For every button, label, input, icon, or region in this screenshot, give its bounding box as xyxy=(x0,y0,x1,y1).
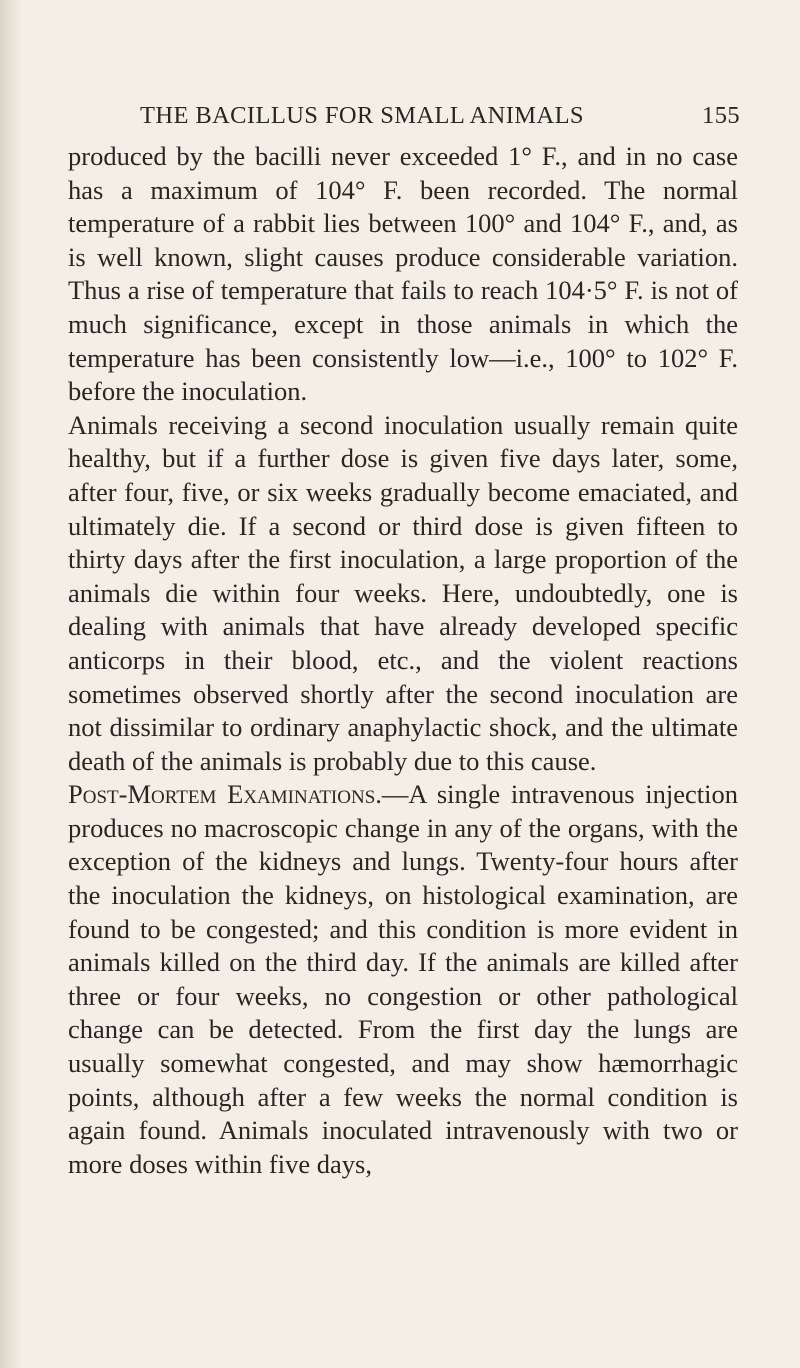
paragraph-text: produced by the bacilli never exceeded 1° F., and in no case has a maximum of 104° F. been recorded. The normal temperature of a rabbit lies between 100° and 104° F., and, as is well known, slight causes produce considerable variation. Thus a rise of temperature that fails to reach 104·5° F. is not of much significance, except in those animals in which the temperature has been consistently low—i.e., 100° to 102° F. before the inoculation. xyxy=(68,141,738,407)
running-title: THE BACILLUS FOR SMALL ANIMALS xyxy=(140,102,584,129)
paragraph-text: —A single intravenous injection produces no macroscopic change in any of the organs, with the exception of the kidneys and lungs. Twenty-four hours after the inoculation the kidneys, on histological examination, are found to be congested; and this condition is more evident in animals killed on the third day. If the animals are killed after three or four weeks, no congestion or other pathological change can be detected. From the first day the lungs are usually somewhat congested, and may show hæmorrhagic points, although after a few weeks the normal condition is again found. Animals inoculated intravenously with two or more doses within five days, xyxy=(68,779,738,1179)
section-heading: Post-Mortem Examinations. xyxy=(68,779,382,810)
paragraph-text: Animals receiving a second inoculation usually remain quite healthy, but if a further dose is given five days later, some, after four, five, or six weeks gradually become emaciated, and ultimately die. If a second or third dose is given fifteen to thirty days after the first inoculation, a large proportion of the animals die within four weeks. Here, undoubtedly, one is dealing with animals that have already developed specific anticorps in their blood, etc., and the violent reactions sometimes observed shortly after the second inoculation are not dissimilar to ordinary anaphylactic shock, and the ultimate death of the animals is probably due to this cause. xyxy=(68,409,738,776)
paragraph-3 xyxy=(68,778,738,1181)
page-body xyxy=(68,140,738,1181)
page-number: 155 xyxy=(702,102,740,129)
paragraph-2 xyxy=(68,409,738,779)
running-header xyxy=(140,102,740,130)
page-edge-shadow xyxy=(0,0,22,1368)
paragraph-1 xyxy=(68,140,738,409)
